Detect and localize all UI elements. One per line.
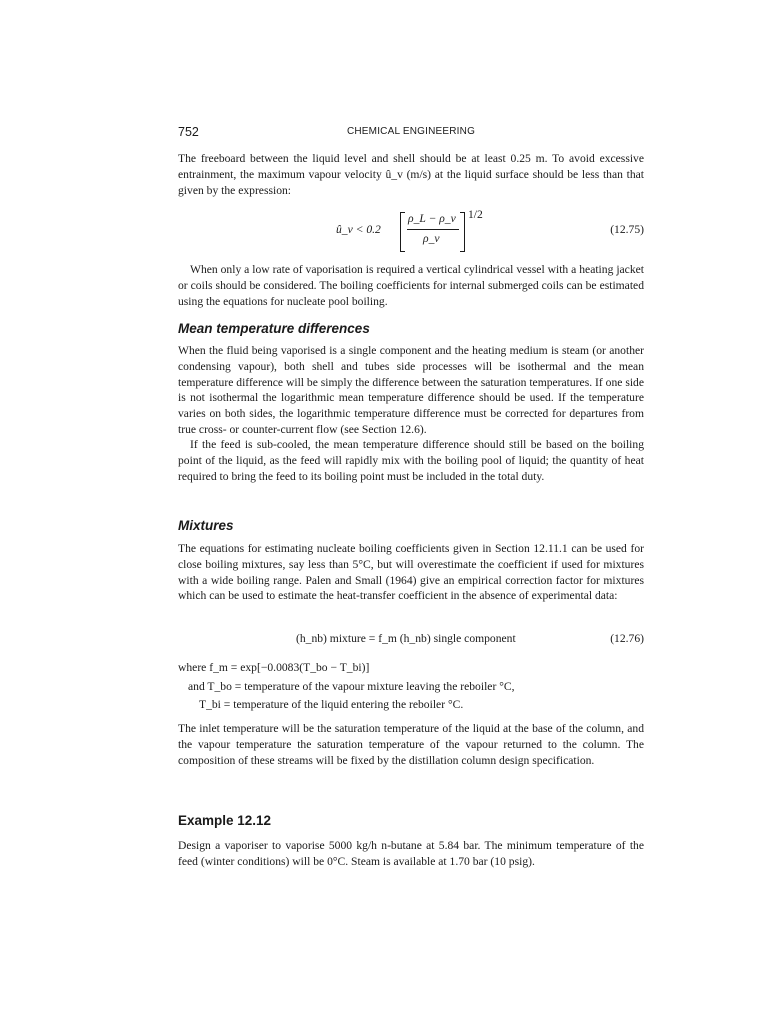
- mtd-paragraph-1: When the fluid being vaporised is a single component and the heating medium is steam (or another condensing vapour), both shell and tubes side processes will be isothermal and the mean temperature difference will be simply the difference between the saturation temperatures. If one side is not isothermal the logarithmic mean temperature difference should be used. If the temperature varies on both sides, the logarithmic temperature difference must be corrected for departures from true cross- or counter-current flow (see Section 12.6).: [178, 344, 644, 436]
- equation-12-75: [178, 208, 644, 258]
- example-heading: Example 12.12: [178, 813, 272, 828]
- running-head: CHEMICAL ENGINEERING: [346, 126, 476, 137]
- mixtures-paragraph-1: The equations for estimating nucleate boiling coefficients given in Section 12.11.1 can be used for close boiling mixtures, say less than 5°C, but will overestimate the coefficient if used for mixtures with a wide boiling range. Palen and Small (1964) give an empirical correction factor for mixtures which can be used to estimate the heat-transfer coefficient in the absence of experimental data:: [178, 542, 644, 603]
- mtd-paragraph-2: If the feed is sub-cooled, the mean temperature difference should still be based on the boiling point of the liquid, as the feed will rapidly mix with the boiling pool of liquid; the quantity of heat required to bring the feed to its boiling point must be included in the total duty.: [178, 438, 644, 483]
- equation-exponent: 1/2: [468, 208, 483, 221]
- where-line-2: and T_bo = temperature of the vapour mixture leaving the reboiler °C,: [188, 680, 515, 693]
- example-paragraph: Design a vaporiser to vaporise 5000 kg/h n-butane at 5.84 bar. The minimum temperature of the feed (winter conditions) will be 0°C. Steam is available at 1.70 bar (10 psig).: [178, 839, 644, 868]
- page-number: 752: [178, 125, 199, 139]
- equation-number-12-76: (12.76): [610, 632, 644, 645]
- section-heading-mtd: Mean temperature differences: [178, 321, 370, 336]
- equation-numerator: ρ_L − ρ_v: [408, 212, 456, 225]
- mixtures-paragraph-2: The inlet temperature will be the saturation temperature of the liquid at the base of the column, and the vapour temperature the saturation temperature of the vapour returned to the column. The composition of these streams will be fixed by the distillation column design specification.: [178, 722, 644, 767]
- equation-denominator: ρ_v: [423, 232, 440, 245]
- section-heading-mixtures: Mixtures: [178, 518, 234, 533]
- fraction-line: [407, 229, 459, 230]
- equation-number: (12.75): [610, 223, 644, 236]
- equation-12-76-text: (h_nb) mixture = f_m (h_nb) single component: [296, 632, 516, 645]
- left-bracket: [400, 212, 405, 252]
- intro-paragraph-2: When only a low rate of vaporisation is required a vertical cylindrical vessel with a heating jacket or coils should be considered. The boiling coefficients for internal submerged coils can be estimated using the equations for nucleate pool boiling.: [178, 263, 644, 308]
- equation-12-76: [178, 630, 644, 650]
- where-line-3: T_bi = temperature of the liquid entering the reboiler °C.: [199, 698, 464, 711]
- equation-lhs: û_v < 0.2: [336, 223, 381, 236]
- intro-paragraph: The freeboard between the liquid level and shell should be at least 0.25 m. To avoid excessive entrainment, the maximum vapour velocity û_v (m/s) at the liquid surface should be less than that given by the expression:: [178, 152, 644, 197]
- right-bracket: [460, 212, 465, 252]
- where-line-1: where f_m = exp[−0.0083(T_bo − T_bi)]: [178, 661, 370, 674]
- page-header: [178, 125, 644, 141]
